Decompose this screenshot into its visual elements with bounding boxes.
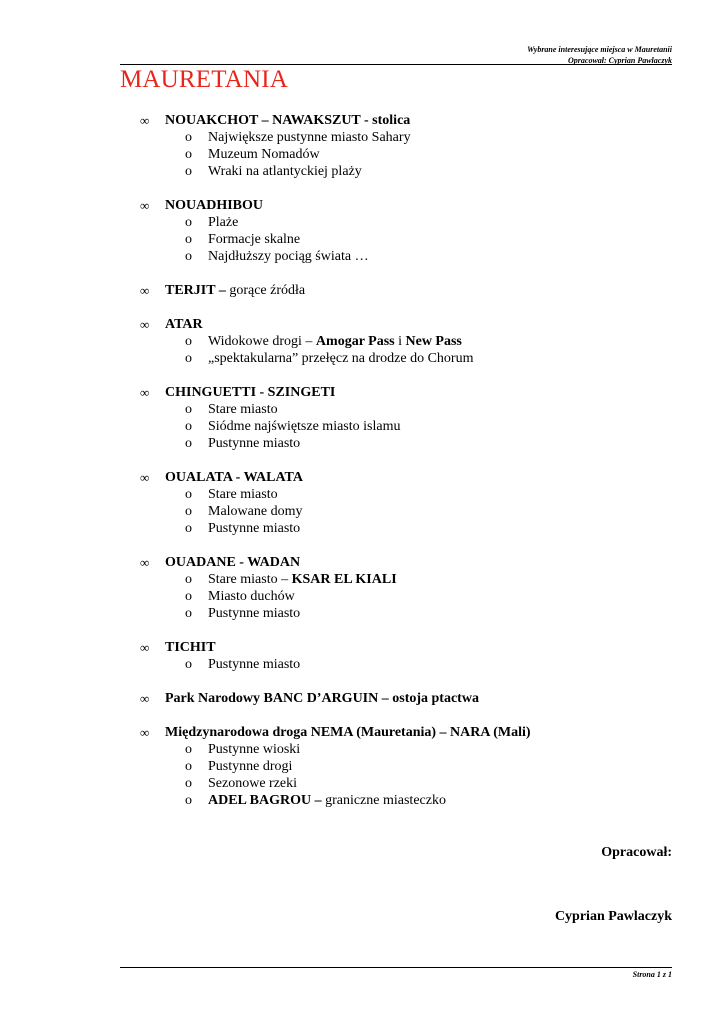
header-subject: Wybrane interesujące miejsca w Mauretanii — [527, 45, 672, 54]
place-heading — [140, 282, 680, 299]
circle-bullet-icon: o — [185, 487, 192, 502]
place-heading-text — [165, 469, 303, 486]
circle-bullet-icon: o — [185, 436, 192, 451]
item-segment: Stare miasto – — [208, 572, 292, 587]
attraction-item — [140, 248, 680, 265]
item-segment: Pustynne miasto — [208, 436, 301, 451]
attraction-text — [208, 520, 300, 537]
attraction-text — [208, 333, 462, 350]
circle-bullet-icon: o — [185, 521, 192, 536]
place-heading-text — [165, 316, 203, 333]
footer-divider — [120, 967, 672, 968]
place-section — [140, 282, 680, 299]
attraction-item — [140, 418, 680, 435]
circle-bullet-icon: o — [185, 419, 192, 434]
attraction-text — [208, 588, 295, 605]
place-section — [140, 554, 680, 622]
heading-segment: ATAR — [165, 317, 203, 332]
attraction-text — [208, 571, 397, 588]
attraction-text — [208, 792, 446, 809]
place-heading — [140, 554, 680, 571]
item-segment: ADEL BAGROU – — [208, 793, 326, 808]
attraction-text — [208, 503, 302, 520]
item-segment: graniczne miasteczko — [325, 793, 446, 808]
circle-bullet-icon: o — [185, 572, 192, 587]
attraction-item — [140, 163, 680, 180]
attraction-text — [208, 146, 320, 163]
infinity-bullet-icon: ∞ — [140, 385, 150, 400]
circle-bullet-icon: o — [185, 589, 192, 604]
circle-bullet-icon: o — [185, 657, 192, 672]
place-heading — [140, 384, 680, 401]
place-list — [140, 112, 680, 826]
signature-label: Opracował: — [601, 845, 672, 860]
heading-segment: gorące źródła — [229, 283, 306, 298]
infinity-bullet-icon: ∞ — [140, 691, 150, 706]
attraction-text — [208, 486, 278, 503]
attraction-item — [140, 129, 680, 146]
place-heading — [140, 469, 680, 486]
attraction-item — [140, 775, 680, 792]
circle-bullet-icon: o — [185, 759, 192, 774]
place-section — [140, 112, 680, 180]
attraction-text — [208, 129, 411, 146]
item-segment: Stare miasto — [208, 402, 278, 417]
infinity-bullet-icon: ∞ — [140, 317, 150, 332]
item-segment: Pustynne miasto — [208, 606, 301, 621]
place-section — [140, 197, 680, 265]
place-heading-text — [165, 554, 300, 571]
circle-bullet-icon: o — [185, 793, 192, 808]
attraction-text — [208, 656, 300, 673]
place-heading — [140, 197, 680, 214]
document-title: MAURETANIA — [120, 66, 289, 93]
attraction-item — [140, 350, 680, 367]
attraction-item — [140, 146, 680, 163]
attraction-item — [140, 741, 680, 758]
infinity-bullet-icon: ∞ — [140, 113, 150, 128]
circle-bullet-icon: o — [185, 147, 192, 162]
heading-segment: Międzynarodowa droga NEMA (Mauretania) – NARA (Mali) — [165, 725, 531, 740]
item-segment: Amogar Pass — [315, 334, 395, 349]
circle-bullet-icon: o — [185, 606, 192, 621]
item-segment: Najdłuższy pociąg świata … — [208, 249, 369, 264]
item-segment: Pustynne miasto — [208, 657, 301, 672]
item-segment: KSAR EL KIALI — [291, 572, 397, 587]
attraction-text — [208, 401, 278, 418]
heading-segment: OUALATA - WALATA — [165, 470, 303, 485]
infinity-bullet-icon: ∞ — [140, 555, 150, 570]
attraction-text — [208, 231, 300, 248]
attraction-text — [208, 758, 292, 775]
heading-segment: Park Narodowy BANC D’ARGUIN – ostoja ptactwa — [165, 691, 479, 706]
place-heading — [140, 639, 680, 656]
infinity-bullet-icon: ∞ — [140, 283, 150, 298]
attraction-item — [140, 486, 680, 503]
item-segment: Stare miasto — [208, 487, 278, 502]
signature-name: Cyprian Pawlaczyk — [554, 909, 672, 924]
place-heading-text — [165, 112, 410, 129]
heading-segment: TERJIT – — [165, 283, 230, 298]
place-section — [140, 469, 680, 537]
place-section — [140, 639, 680, 673]
attraction-item — [140, 214, 680, 231]
heading-segment: OUADANE - WADAN — [165, 555, 301, 570]
header-divider — [120, 64, 672, 65]
circle-bullet-icon: o — [185, 402, 192, 417]
place-heading-text — [165, 197, 263, 214]
infinity-bullet-icon: ∞ — [140, 470, 150, 485]
attraction-text — [208, 775, 297, 792]
place-section — [140, 384, 680, 452]
place-section — [140, 690, 680, 707]
item-segment: Formacje skalne — [208, 232, 301, 247]
page-header — [120, 44, 672, 66]
place-heading — [140, 316, 680, 333]
attraction-item — [140, 758, 680, 775]
item-segment: i — [394, 334, 406, 349]
circle-bullet-icon: o — [185, 249, 192, 264]
page-number: Strona 1 z 1 — [632, 970, 672, 979]
attraction-text — [208, 741, 300, 758]
circle-bullet-icon: o — [185, 504, 192, 519]
place-heading — [140, 112, 680, 129]
attraction-item — [140, 605, 680, 622]
infinity-bullet-icon: ∞ — [140, 725, 150, 740]
place-heading — [140, 724, 680, 741]
attraction-item — [140, 231, 680, 248]
circle-bullet-icon: o — [185, 776, 192, 791]
item-segment: Największe pustynne miasto Sahary — [208, 130, 411, 145]
circle-bullet-icon: o — [185, 130, 192, 145]
place-heading — [140, 690, 680, 707]
item-segment: Pustynne drogi — [208, 759, 293, 774]
item-segment: Wraki na atlantyckiej plaży — [208, 164, 362, 179]
attraction-text — [208, 350, 474, 367]
attraction-item — [140, 656, 680, 673]
attraction-item — [140, 792, 680, 809]
attraction-item — [140, 435, 680, 452]
attraction-item — [140, 571, 680, 588]
item-segment: Pustynne miasto — [208, 521, 301, 536]
attraction-item — [140, 401, 680, 418]
item-segment: Sezonowe rzeki — [208, 776, 298, 791]
place-heading-text — [165, 724, 531, 741]
item-segment: Muzeum Nomadów — [208, 147, 320, 162]
attraction-text — [208, 214, 238, 231]
circle-bullet-icon: o — [185, 351, 192, 366]
item-segment: Plaże — [208, 215, 239, 230]
attraction-text — [208, 435, 300, 452]
circle-bullet-icon: o — [185, 232, 192, 247]
infinity-bullet-icon: ∞ — [140, 198, 150, 213]
infinity-bullet-icon: ∞ — [140, 640, 150, 655]
item-segment: Miasto duchów — [208, 589, 295, 604]
attraction-item — [140, 520, 680, 537]
item-segment: „spektakularna” przełęcz na drodze do Chorum — [208, 351, 474, 366]
heading-segment: NOUADHIBOU — [165, 198, 264, 213]
heading-segment: NOUAKCHOT – NAWAKSZUT - stolica — [165, 113, 411, 128]
item-segment: Siódme najświętsze miasto islamu — [208, 419, 401, 434]
item-segment: Pustynne wioski — [208, 742, 301, 757]
heading-segment: CHINGUETTI - SZINGETI — [165, 385, 336, 400]
place-heading-text — [165, 690, 479, 707]
circle-bullet-icon: o — [185, 215, 192, 230]
attraction-text — [208, 248, 369, 265]
place-section — [140, 724, 680, 809]
place-heading-text — [165, 639, 216, 656]
circle-bullet-icon: o — [185, 742, 192, 757]
place-heading-text — [165, 384, 335, 401]
circle-bullet-icon: o — [185, 164, 192, 179]
item-segment: Widokowe drogi – — [208, 334, 316, 349]
attraction-item — [140, 333, 680, 350]
attraction-item — [140, 503, 680, 520]
attraction-item — [140, 588, 680, 605]
place-heading-text — [165, 282, 305, 299]
circle-bullet-icon: o — [185, 334, 192, 349]
item-segment: Malowane domy — [208, 504, 303, 519]
attraction-text — [208, 605, 300, 622]
attraction-text — [208, 163, 362, 180]
header-author: Opracował: Cyprian Pawlaczyk — [568, 56, 672, 65]
place-section — [140, 316, 680, 367]
attraction-text — [208, 418, 400, 435]
item-segment: New Pass — [405, 334, 462, 349]
heading-segment: TICHIT — [165, 640, 216, 655]
